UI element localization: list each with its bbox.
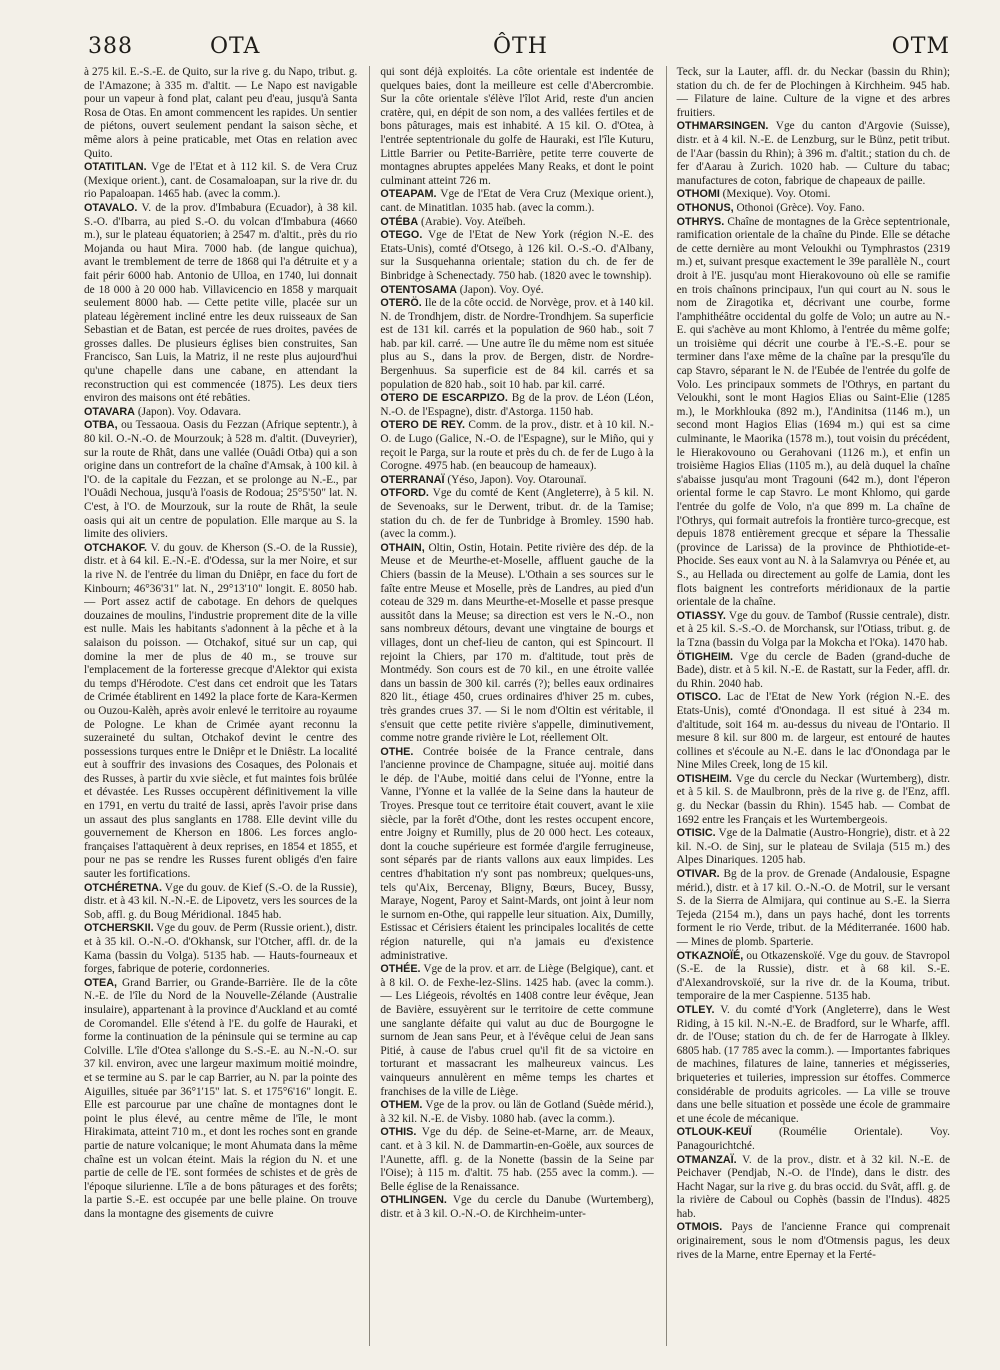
dictionary-entry xyxy=(677,610,950,651)
entry-text: Vge de l'Etat et à 112 kil. S. de Vera Cruz (Mexique orient.), cant. de Cosamaloapan, sur la rive dr. du rio Papaloapan. 1465 hab. (avec la comm.). xyxy=(84,161,358,201)
dictionary-entry xyxy=(380,474,653,488)
entry-text: Vge de la prov. ou län de Gotland (Suède mérid.), à 32 kil. N.-E. de Visby. 1080 hab. (avec la comm.). xyxy=(380,1099,654,1125)
entry-headword: OTISHEIM. xyxy=(676,772,732,785)
entry-headword: OTERRANAÏ xyxy=(380,473,445,486)
entry-text: ou Otkazenskoïé. Vge du gouv. de Stavropol (S.-E. de la Russie), distr. et à 68 kil. S.-E. d'Alexandrovskoïé, sur la rive dr. de la Kouma, tribut. temporaire de la mer Caspienne. 5135 hab. xyxy=(676,949,950,1003)
entry-text: Ile de la côte occid. de Norvège, prov. et à 140 kil. N. de Trondhjem, distr. de Nordre-Trondhjem. Sa superficie est de 131 kil. carrés et la population de 960 hab., soit 7 hab. par kil. carré. — Une autre île du même nom est située plus au S., dans la prov. de Bergen, distr. de Nordre-Bergenhuus. Sa superficie est de 84 kil. carrés et sa population de 820 hab., soit 10 hab. par kil. carré. xyxy=(380,297,654,391)
dictionary-entry xyxy=(84,542,357,882)
entry-text: V. de la prov. d'Imbabura (Ecuador), à 38 kil. S.-O. d'Ibarra, au pied S.-O. du volcan d'Imbabura (4660 m.), sur le plateau équatorien; à 2547 m. d'altit., près du rio Mojanda ou haut Mira. 7000 hab. (de langue quichua), avant le tremblement de terre de 1868 qui l'a détruite et y a fait périr 6000 hab. Antonio de Ulloa, en 1740, lui donnait de 18 000 à 20 000 hab. Villavicencio en 1858 y marquait seulement 8000 hab. — Cette petite ville, placée sur un plateau légèrement incliné entre les deux ruisseaux de San Sebastian et de Batan, est percée de rues droites, pavées de grosses dalles. De plusieurs églises bien construites, San Francisco, San Luis, la Matriz, il ne reste plus aujourd'hui qu'une chapelle dans une cabane, en attendant la reconstruction qui est commencée (1875). Les deux tiers environ des maisons ont été rebâties. xyxy=(84,201,358,405)
dictionary-entry xyxy=(380,542,653,746)
entry-text: Teck, sur la Lauter, affl. dr. du Neckar (bassin du Rhin); station du ch. de fer de Plochingen à Kirchheim. 945 hab. — Filature de laine. Culture de la vigne et des arbres fruitiers. xyxy=(676,66,950,119)
entry-headword: OTHÉE. xyxy=(380,963,421,976)
dictionary-entry xyxy=(84,66,357,161)
entry-text: qui sont déjà exploités. La côte orientale est indentée de quelques baies, dont la meilleure est celle d'Abercrombie. Sur la côte orientale s'élève l'îlot Arid, reste d'un ancien cratère, qui, en dépit de son nom, a des vallées fertiles et de bons pâturages, mais est inhabité. A 15 kil. O. d'Otea, à l'entrée septentrionale du golfe de Hauraki, est l'île Kuturu, Little Barrier ou Petite-Barrière, petite terre couverte de montagnes abruptes appelées Many Reaks, et dont le point culminant atteint 726 m. xyxy=(380,66,654,187)
entry-text: V. du comté d'York (Angleterre), dans le West Riding, à 15 kil. N.-N.-E. de Bradford, sur le Wharfe, affl. dr. de l'Ouse; station du ch. de fer de Harrogate à Ilkley. 6805 hab. (17 785 avec la comm.). — Importantes fabriques de machines, filatures de laine, tanneries et mégisseries, briqueteries et tuileries, impression sur étoffes. Commerce considérable de produits agricoles. — La ville se trouve dans une belle situation et possède une école de grammaire et une école de mécanique. xyxy=(676,1003,950,1125)
entry-headword: OTHIS. xyxy=(380,1126,417,1139)
dictionary-entry xyxy=(380,284,653,298)
entry-headword: OTHEM. xyxy=(380,1099,423,1112)
entry-headword: OTHRYS. xyxy=(676,215,725,228)
dictionary-entry xyxy=(380,229,653,283)
dictionary-entry xyxy=(380,66,653,188)
entry-headword: OTHONUS, xyxy=(676,201,734,214)
entry-text: (Japon). Voy. Odavara. xyxy=(137,405,242,418)
entry-headword: OTHE. xyxy=(380,745,414,758)
entry-headword: OTMOIS. xyxy=(676,1221,723,1234)
dictionary-entry xyxy=(677,691,950,773)
entry-headword: OTHOMI xyxy=(676,188,720,201)
entry-headword: OTAVARA xyxy=(84,405,135,418)
dictionary-entry xyxy=(677,868,950,950)
entry-text: Oltin, Ostin, Hotain. Petite rivière des dép. de la Meuse et de Meurthe-et-Moselle, affluent gauche de la Chiers (bassin de la Meuse). L'Othain a ses sources sur le faîte entre Meuse et Moselle, près de Landres, au pied d'un coteau de 329 m. dans Meurthe-et-Moselle et passe presque aussitôt dans la Meuse; sa direction est vers le N.-O., non sans nombreux détours, devant une vingtaine de bourgs et villages, dont un chef-lieu de canton, qui est Spincourt. Il rejoint la Chiers, par 170 m. d'altitude, tout près de Montmédy. Son cours est de 70 kil., en une étroite vallée dans un bassin de 300 kil. carrés (?); belles eaux ordinaires 820 lit., étiage 450, crues ordinaires d'hiver 25 m. cubes, très grandes crues 37. — Si le nom d'Oltin est véritable, il s'ensuit que cette petite rivière s'appelle, diminutivement, comme notre grande rivière le Lot, réellement Olt. xyxy=(380,541,654,745)
dictionary-entry xyxy=(380,746,653,964)
entry-text: (Arabie). Voy. Ateïbeh. xyxy=(420,215,526,228)
entry-text: V. de la prov., distr. et à 32 kil. N.-E. de Peichaver (Pendjab, N.-O. de l'Inde), dans le distr. des Hacht Nagar, sur la rive g. du bras occid. du Svât, affl. g. de la rivière de Caboul ou Cophès (bassin de l'Indus). 4825 hab. xyxy=(676,1153,950,1220)
entry-headword: OTHMARSINGEN. xyxy=(676,120,769,133)
dictionary-entry xyxy=(380,216,653,230)
header-center-word: ÔTH xyxy=(493,34,548,59)
dictionary-entry xyxy=(84,202,357,406)
dictionary-entry xyxy=(380,188,653,215)
dictionary-entry xyxy=(677,188,950,202)
entry-headword: OTBA, xyxy=(84,419,118,432)
entry-headword: OTEAPAM. xyxy=(380,188,437,201)
entry-text: (Yéso, Japon). Voy. Otarounaï. xyxy=(447,473,587,486)
entry-text: Grand Barrier, ou Grande-Barrière. Ile de la côte N.-E. de l'île du Nord de la Nouvelle-Zélande (Australie insulaire), appartenant à la province d'Auckland et au comté de Coromandel. Elle s'étend à l'E. du golfe de Hauraki, et forme la continuation de la péninsule qui se termine au cap Colville. L'île d'Otea s'allonge du S.-S.-E. au N.-N.-O. sur 37 kil. environ, avec une largeur maximum moitié moindre, et se termine au S. par le cap Barrier, au N. par la pointe des Aiguilles, située par 36°1'15" lat. S. et 175°6'16" longit. E. Elle est parcourue par une chaîne de montagnes dont le point le plus élevé, au centre même de l'île, le mont Hirakimata, atteint 710 m., et dont les roches sont en grande partie de nature volcanique; le mont Ahumata dans la même chaîne est un volcan éteint. Mais la région du N. et une partie de celle de l'E. sont formées de schistes et de grès de l'époque silurienne. L'île a de bons pâturages et des forêts; la partie S.-E. est occupée par une belle plaine. On trouve dans la montagne des gisements de cuivre xyxy=(84,976,358,1220)
dictionary-entry xyxy=(677,1221,950,1262)
entry-headword: OTHLINGEN. xyxy=(380,1194,447,1207)
dictionary-entry xyxy=(380,1126,653,1194)
entry-text: Lac de l'Etat de New York (région N.-E. des Etats-Unis), comté d'Onondaga. Il est situé à 234 m. d'altitude, soit 164 m. au-dessus du niveau de l'Ontario. Il mesure 8 kil. sur 800 m. de largeur, est entouré de hautes collines et s'écoule au N.-E. dans le lac d'Onondaga par le Nine Miles Creek, long de 15 kil. xyxy=(676,691,950,772)
entry-text: Chaîne de montagnes de la Grèce septentrionale, ramification orientale de la chaîne du Pinde. Elle se détache de cette dernière au mont Veloukhi ou Tymphrastos (2319 m.) et, suivant presque exactement le 39e parallèle N., court droit à l'E. jusqu'au mont Hierakovouno où elle se ramifie en trois chaînons principaux, l'un qui court au N. sous le nom de Ziragotika et, décrivant une courbe, forme l'amphithéâtre occidental du golfe de Volo; un autre au N.-E. qui s'achève au mont Khlomo, à l'entrée du même golfe; un troisième qui décrit une courbe à l'E.-S.-E. pour se terminer dans l'axe même de la chaîne par la presqu'île du cap Stavro, séparant le N. de l'Eubée de l'entrée du golfe de Volo. Les principaux sommets de l'Othrys, en partant du Veloukhi, sont le mont Hagios Elias ou Saint-Elie (1285 m.), le Morkhlouka (892 m.), l'Andinitsa (1146 m.), un second mont Hagios Elias (1694 m.) qui est sa cime culminante, le Maorika (1578 m.), tout voisin du précédent, le Hierakovouno ou Gerahovani (1126 m.), et enfin un troisième Hagios Elias (1105 m.), au delà duquel la chaîne s'abaisse jusqu'au mont Tragouni (642 m.), dont l'éperon oriental forme le cap Stavro. Le mont Khlomo, qui garde l'entrée du golfe de Volo, n'a que 899 m. La chaîne de l'Othrys, qui formait autrefois la frontière turco-grecque, est depuis 1878 entièrement grecque et sépare la Thessalie (province de Larissa) de la province de Phthiotide-et-Phocide. Ses eaux vont au N. à la Salamvrya ou Pénée et, au S., au Hellada ou directement au golfe de Lamia, dont les flots baignent les contreforts méridionaux de la partie orientale de la chaîne. xyxy=(676,215,950,609)
dictionary-entry xyxy=(380,392,653,419)
entry-text: Bg de la prov. de Grenade (Andalousie, Espagne mérid.), distr. et à 17 kil. O.-N.-O. de Motril, sur le versant S. de la Sierra de Almijara, qui continue au S.-E. la Sierra Tejeda (2154 m.), dans un pays haché, dont les torrents forment le rio Verde, tribut. de la Méditerranée. 1600 hab. — Mines de plomb. Sparterie. xyxy=(676,868,950,948)
dictionary-entry xyxy=(677,1154,950,1222)
entry-text: Pays de l'ancienne France qui comprenait originairement, sous le nom d'Otmensis pagus, les deux rives de la Marne, entre Epernay et la Ferté- xyxy=(676,1221,950,1261)
entry-headword: OTCHERSKII. xyxy=(84,922,154,935)
entry-text: Bg de la prov. de Léon (Léon, N.-O. de l'Espagne), distr. d'Astorga. 1150 hab. xyxy=(380,392,654,418)
entry-text: V. du gouv. de Kherson (S.-O. de la Russie), distr. et à 64 kil. E.-N.-E. d'Odessa, sur la mer Noire, et sur la rive N. de l'entrée du liman du Dniêpr, en face du fort de Kinbourn; 46°36'31" lat. N., 29°13'10" longit. E. 8050 hab. — Port assez actif de cabotage. En dehors de quelques douzaines de moulins, l'industrie proprement dite de la ville est nulle. Mais les habitants s'adonnent à la pêche et à la salaison du poisson. — Otchakof, situé sur un cap, qui domine la mer de plus de 40 m., se trouve sur l'emplacement de la forteresse grecque d'Alektor qui exista du temps d'Hérodote. C'est dans cet endroit que les Tatars de Crimée établirent en 1492 la place forte de Kara-Kermen ou Ouzou-Kalèh, après avoir enlevé le territoire au royaume de Pologne. Le khan de Crimée ayant reconnu la suzeraineté du sultan, Otchakof devint le centre des possessions turques entre le Dniêpr et le Dniêstr. La localité eut à souffrir des invasions des Cosaques, des Polonais et des Russes, à partir du xvie siècle, et fut maintes fois brûlée et dévastée. Les Russes occupèrent définitivement la ville en 1791, en vertu du traité de Iassi, après l'avoir prise dans un assaut des plus sanglants en 1788. Elle devint ville du gouvernement de Kherson en 1806. Les forces anglo-françaises l'attaquèrent à deux reprises, en 1854 et 1855, et pour ne pas se rendre les Russes furent obligés d'en faire sauter les fortifications. xyxy=(84,541,358,881)
dictionary-entry xyxy=(677,120,950,188)
entry-text: Contrée boisée de la France centrale, dans l'ancienne province de Champagne, située auj. moitié dans le dép. de l'Aube, moitié dans celui de l'Yonne, entre la Vanne, l'Yonne et la vallée de la Seine dans la hauteur de Troyes. Presque tout ce territoire était couvert, avant le xiie siècle, par la forêt d'Othe, dont les restes occupent encore, entre Joigny et Rumilly, plus de 20 000 hect. Les coteaux, dont la couche supérieure est formée d'argile ferrugineuse, sont séparés par de riants vallons aux eaux limpides. Les centres d'habitation n'y sont pas nombreux; quelques-uns, tels qu'Aix, Bercenay, Bligny, Bœurs, Bucey, Bussy, Maraye, Nogent, Paroy et Saint-Mards, ont joint à leur nom le surnom en-Othe, qui rappelle leur situation. Aix, Dumilly, Estissac et Cérisiers étaient les principales localités de cette région naturelle, qui n'a jamais eu d'existence administrative. xyxy=(380,745,654,962)
entry-headword: OTCHÉRETNA. xyxy=(84,881,162,894)
entry-text: Vge de la Dalmatie (Austro-Hongrie), distr. et à 22 kil. N.-O. de Sinj, sur le plateau de Svilaja (515 m.) des Alpes Dinariques. 1205 hab. xyxy=(676,827,950,867)
dictionary-entry xyxy=(677,651,950,692)
dictionary-entry xyxy=(380,487,653,541)
entry-headword: OTHAIN, xyxy=(380,541,425,554)
entry-headword: OTENTOSAMA xyxy=(380,283,457,296)
dictionary-entry xyxy=(84,977,357,1222)
entry-headword: OTAVALO. xyxy=(84,201,138,214)
dictionary-entry xyxy=(380,419,653,473)
entry-headword: OTMANZAÏ. xyxy=(676,1153,737,1166)
dictionary-entry xyxy=(84,419,357,541)
dictionary-entry xyxy=(84,161,357,202)
column-left xyxy=(84,66,357,1346)
dictionary-entry xyxy=(380,1099,653,1126)
header-right-word: OTM xyxy=(891,34,950,59)
dictionary-entry xyxy=(677,950,950,1004)
entry-text: (Japon). Voy. Oyé. xyxy=(459,283,544,296)
entry-headword: OTISIC. xyxy=(676,827,716,840)
dictionary-entry xyxy=(677,1004,950,1126)
entry-text: Vge du gouv. de Perm (Russie orient.), distr. et à 35 kil. O.-N.-O. d'Okhansk, sur l'Otcher, affl. dr. de la Kama (bassin du Volga). 5135 hab. — Hauts-fourneaux et forges, fabrique de poterie, cordonneries. xyxy=(84,922,358,976)
dictionary-entry xyxy=(677,827,950,868)
entry-headword: OTATITLAN. xyxy=(84,161,147,174)
dictionary-entry xyxy=(84,882,357,923)
entry-headword: ÖTIGHEIM. xyxy=(676,650,734,663)
entry-text: Vge du cercle du Neckar (Wurtemberg), distr. et à 5 kil. S. de Maulbronn, près de la rive g. de l'Enz, affl. g. du Neckar (bassin du Rhin). 1545 hab. — Combat de 1692 entre les Français et les Wurtembergeois. xyxy=(676,772,950,826)
entry-headword: OTERÖ. xyxy=(380,297,422,310)
dictionary-entry xyxy=(677,773,950,827)
entry-text: Vge du canton d'Argovie (Suisse), distr. et à 4 kil. N.-E. de Lenzburg, sur le Bünz, petit tribut. de l'Aar (bassin du Rhin); à 396 m. d'altit.; station du ch. de fer d'Aarau à Zurich. 1020 hab. — Culture du tabac; manufactures de coton, fabrique de chapeaux de paille. xyxy=(676,120,950,187)
dictionary-entry xyxy=(677,202,950,216)
entry-headword: OTIASSY. xyxy=(676,609,726,622)
entry-text: Vge du gouv. de Tambof (Russie centrale), distr. et à 25 kil. S.-S.-O. de Morchansk, sur l'Otiass, tribut. g. de la Tzna (bassin du Volga par la Mokcha et l'Oka). 1470 hab. xyxy=(676,609,950,649)
entry-text: Vge de la prov. et arr. de Liège (Belgique), cant. et à 8 kil. O. de Fexhe-lez-Slins. 1425 hab. (avec la comm.). — Les Liégeois, révoltés en 1408 contre leur évêque, Jean de Bavière, essuyèrent sur le territoire de cette commune une sanglante défaite qui valut au duc de Bourgogne le surnom de Jean sans Peur, et à l'évêque celui de Jean sans Pitié, à cause de l'abus cruel qu'il fit de sa victoire en torturant et massacrant les malheureux vaincus. Les vainqueurs annulèrent en même temps les chartes et franchises de la ville de Liège. xyxy=(380,963,654,1098)
entry-text: Vge du cercle de Baden (grand-duche de Bade), distr. et à 5 kil. N.-E. de Rastatt, sur la Feder, affl. dr. du Rhin. 2040 hab. xyxy=(676,650,950,690)
entry-headword: OTERO DE REY. xyxy=(380,419,465,432)
column-right xyxy=(666,66,950,1346)
column-middle xyxy=(369,66,653,1346)
dictionary-entry xyxy=(677,66,950,120)
header-left-word: OTA xyxy=(210,34,261,59)
dictionary-entry xyxy=(84,922,357,976)
entry-text: à 275 kil. E.-S.-E. de Quito, sur la rive g. du Napo, tribut. g. de l'Amazone; à 335 m. d'altit. — Le Napo est navigable pour un vapeur à fond plat, calant peu d'eau, jusqu'à Santa Rosa de Otas. En amont commencent les rapides. Un sentier de piétons, ouvert seulement pendant la saison sèche, et même alors à peine praticable, met Otas en relation avec Quito. xyxy=(84,66,358,160)
dictionary-entry xyxy=(380,297,653,392)
entry-headword: OTEA, xyxy=(84,976,117,989)
entry-headword: OTLOUK-KEUÏ xyxy=(676,1126,752,1139)
entry-text: Vge du gouv. de Kief (S.-O. de la Russie), distr. et à 43 kil. N.-N.-E. de Lipovetz, vers les sources de la Sob, affl. g. du Boug Méridional. 1845 hab. xyxy=(84,881,358,921)
entry-text: (Roumélie Orientale). Voy. Panagourichtché. xyxy=(676,1126,950,1152)
dictionary-entry xyxy=(380,963,653,1099)
entry-text: ou Tessaoua. Oasis du Fezzan (Afrique septentr.), à 80 kil. O.-N.-O. de Mourzouk; à 528 m. d'altit. (Duveyrier), sur la route de Rhât, dans une vallée (Ouâdi Otba) qui a son origine dans un contrefort de la chaîne d'Amsak, à 100 kil. à l'O. de la capitale du Fezzan, et se prolonge au N.-E., par l'Ouâdi Nechoua, jusqu'à l'oasis de Rodoua; 25°5'50" lat. N. C'est, à l'O. de Mourzouk, sur la route de Rhât, la seule oasis qui ait un centre de population. Elle marque au S. la limite des oliviers. xyxy=(84,419,358,541)
dictionary-entry xyxy=(677,216,950,610)
entry-headword: OTIVAR. xyxy=(676,868,720,881)
dictionary-entry xyxy=(84,406,357,420)
entry-text: Othonoi (Grèce). Voy. Fano. xyxy=(736,201,865,214)
text-columns xyxy=(84,66,950,1346)
entry-headword: OTLEY. xyxy=(676,1003,715,1016)
dictionary-entry xyxy=(677,1126,950,1153)
page-number: 388 xyxy=(88,34,133,59)
entry-headword: OTERO DE ESCARPIZO. xyxy=(380,392,508,405)
running-header xyxy=(88,30,950,60)
entry-headword: OTEGO. xyxy=(380,229,423,242)
dictionary-entry xyxy=(380,1194,653,1221)
entry-headword: OTFORD. xyxy=(380,487,429,500)
entry-text: Vge du cercle du Danube (Wurtemberg), distr. et à 3 kil. O.-N.-O. de Kirchheim-unter- xyxy=(380,1194,654,1220)
entry-headword: OTÉBA xyxy=(380,215,419,228)
entry-headword: OTKAZNOÏÉ, xyxy=(676,949,744,962)
entry-text: (Mexique). Voy. Otomi. xyxy=(722,188,831,201)
entry-text: Vge du dép. de Seine-et-Marne, arr. de Meaux, cant. et à 3 kil. N. de Dammartin-en-Goële, aux sources de l'Aunette, affl. g. de la Nonette (bassin de la Seine par l'Oise); à 115 m. d'altit. 75 hab. (255 avec la comm.). — Belle église de la Renaissance. xyxy=(380,1126,654,1193)
entry-text: Vge de l'Etat de Vera Cruz (Mexique orient.), cant. de Minatitlan. 1035 hab. (avec la comm.). xyxy=(380,188,654,214)
entry-headword: OTCHAKOF. xyxy=(84,541,147,554)
entry-text: Comm. de la prov., distr. et à 10 kil. N.-O. de Lugo (Galice, N.-O. de l'Espagne), sur le Miño, qui y reçoit le Parga, sur la route et près du ch. de fer de Lugo à la Corogne. 4975 hab. (en beaucoup de hameaux). xyxy=(380,419,654,473)
entry-text: Vge de l'Etat de New York (région N.-E. des Etats-Unis), comté d'Otsego, à 126 kil. O.-S.-O. d'Albany, sur la Susquehanna orientale; station du ch. de fer de Binbridge à Schenectady. 750 hab. (1820 avec le township). xyxy=(380,229,654,282)
entry-text: Vge du comté de Kent (Angleterre), à 5 kil. N. de Sevenoaks, sur le Derwent, tribut. dr. de la Tamise; station du ch. de fer de Tunbridge à Bromley. 1590 hab. (avec la comm.). xyxy=(380,487,654,541)
entry-headword: OTISCO. xyxy=(676,691,722,704)
